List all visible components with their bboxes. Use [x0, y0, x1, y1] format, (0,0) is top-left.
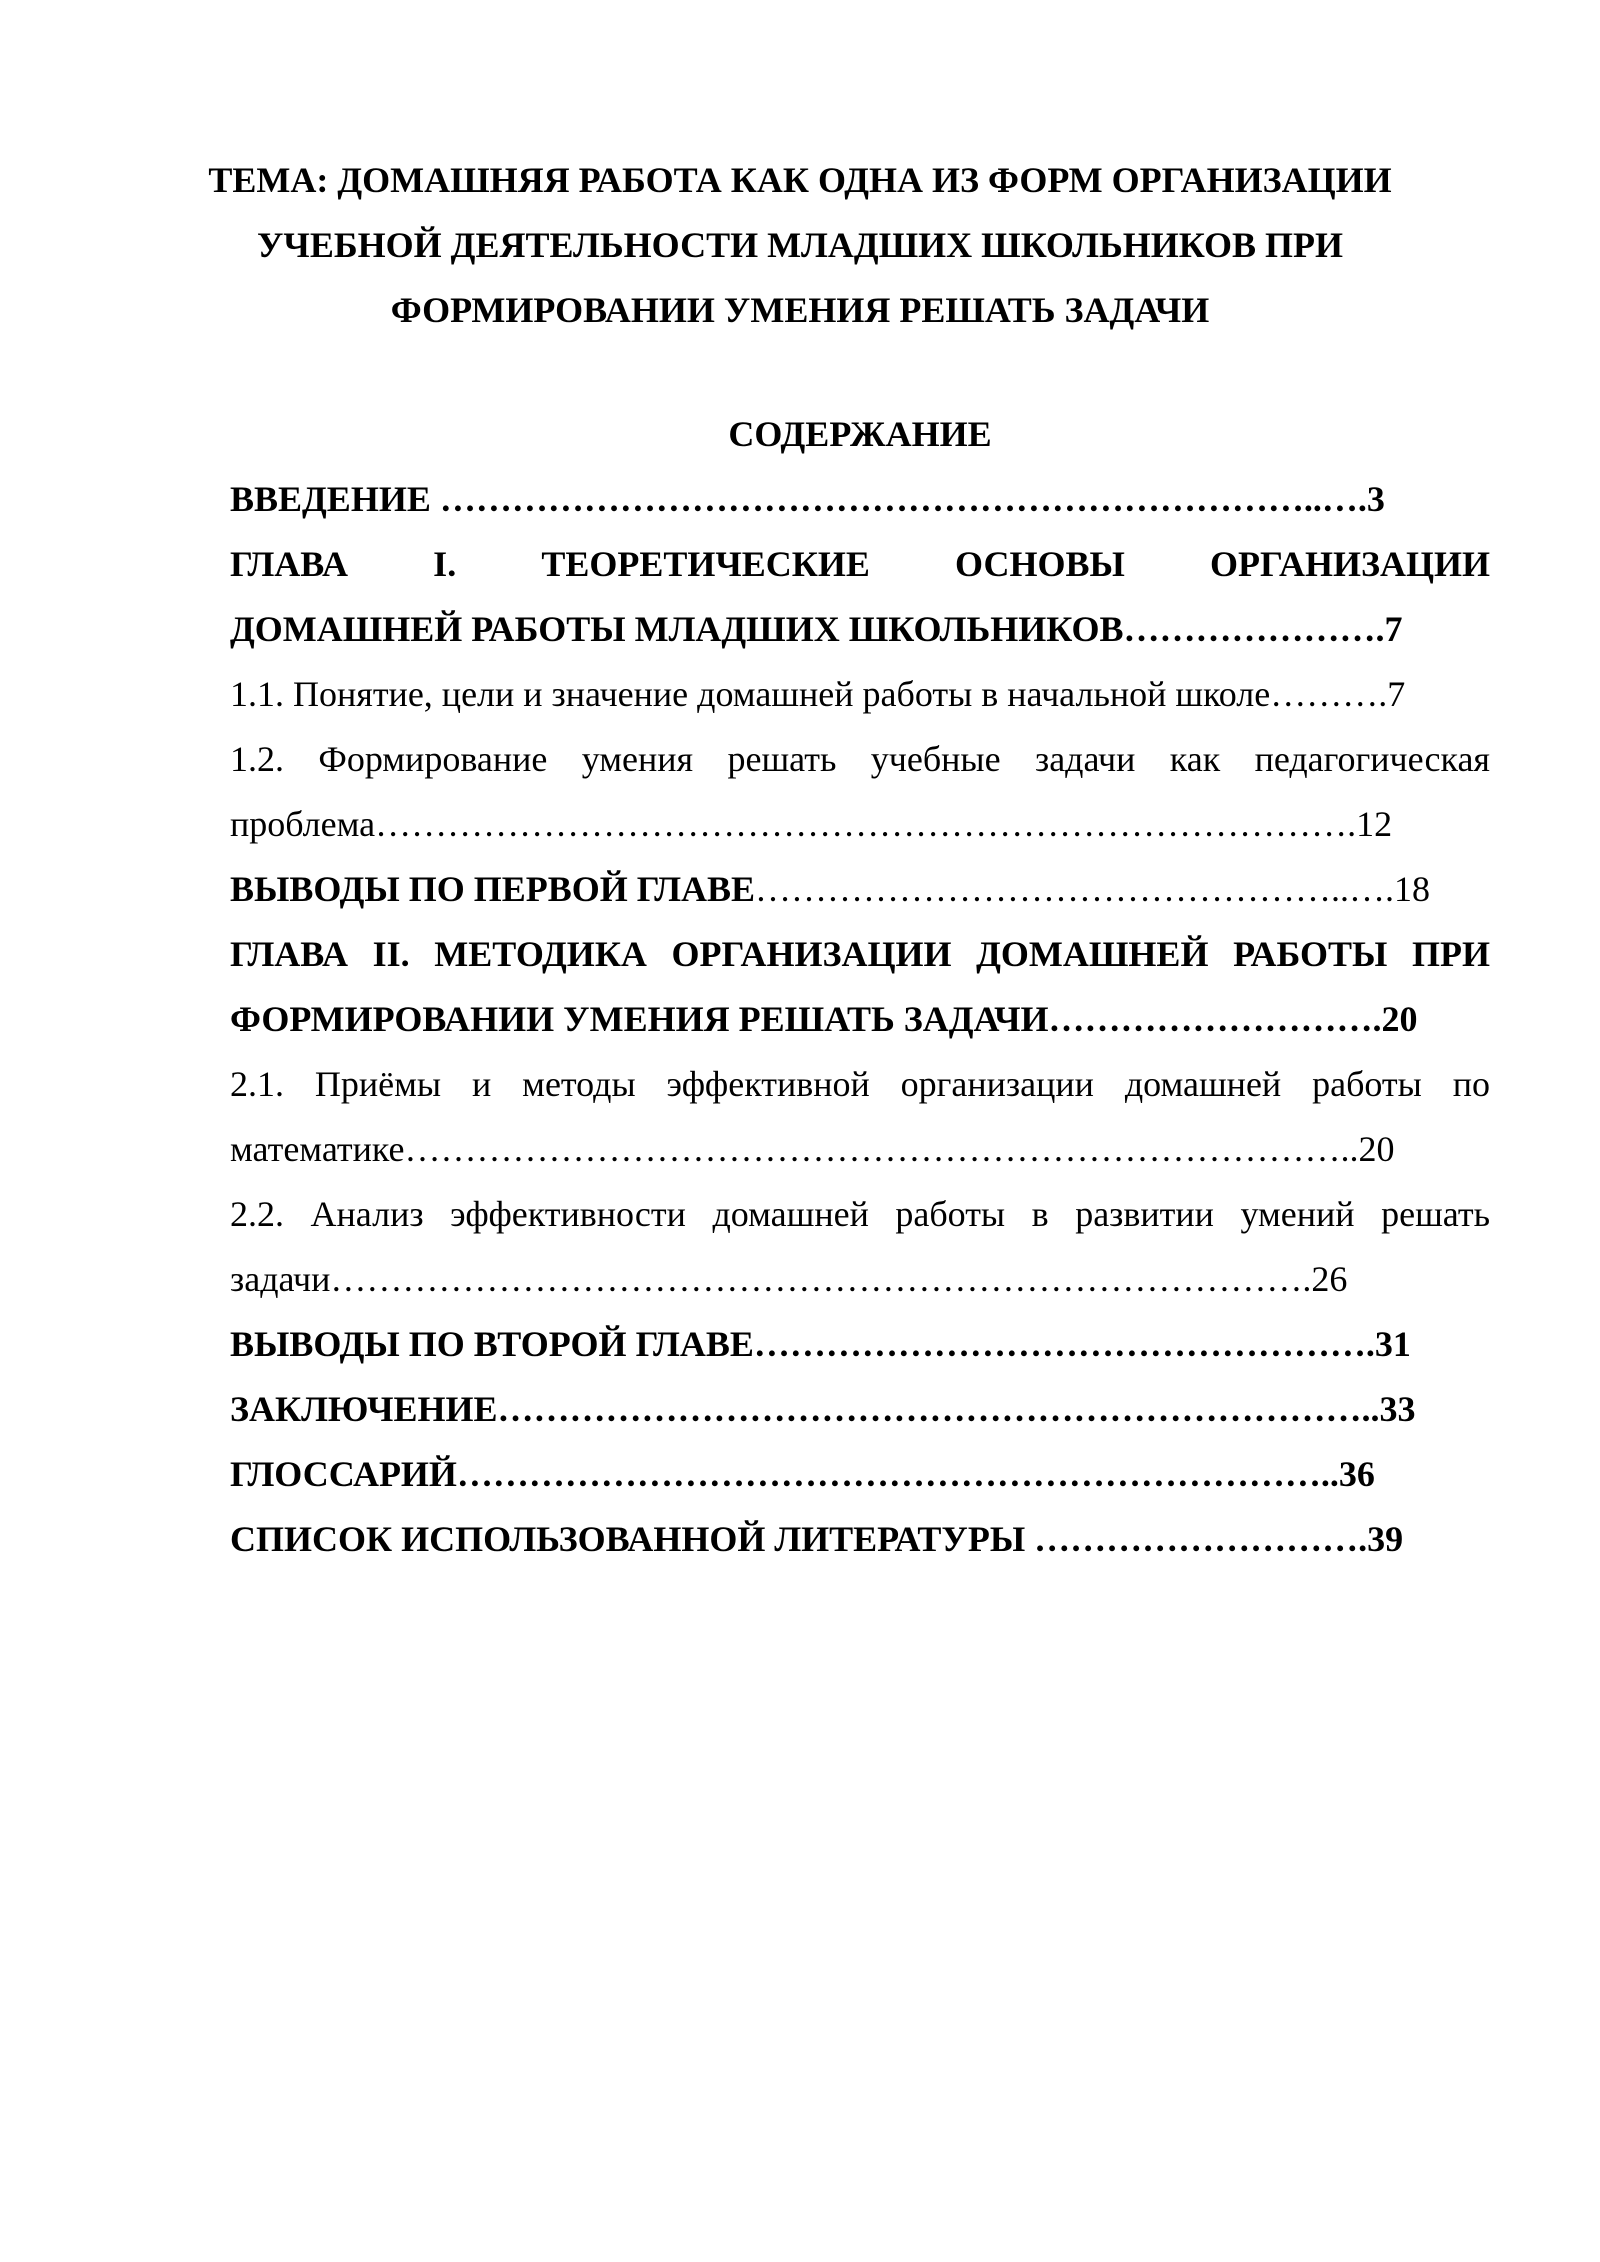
- toc-entry-references: СПИСОК ИСПОЛЬЗОВАННОЙ ЛИТЕРАТУРЫ ……………………….39: [230, 1519, 1404, 1559]
- topic-title-line: ФОРМИРОВАНИИ УМЕНИЯ РЕШАТЬ ЗАДАЧИ: [390, 290, 1210, 330]
- toc-entry-glossary: ГЛОССАРИЙ………………………………………………………………..36: [230, 1454, 1375, 1494]
- toc-entry-introduction: ВВЕДЕНИЕ ………………………………………………………………..….3: [230, 479, 1385, 519]
- topic-title: [200, 148, 1400, 343]
- topic-title-line: УЧЕБНОЙ ДЕЯТЕЛЬНОСТИ МЛАДШИХ ШКОЛЬНИКОВ ПРИ: [257, 225, 1343, 265]
- toc-entry-section-1-2-cont: проблема……………………………………………………………………….12: [230, 804, 1393, 844]
- topic-title-line: ТЕМА: ДОМАШНЯЯ РАБОТА КАК ОДНА ИЗ ФОРМ ОРГАНИЗАЦИИ: [208, 160, 1392, 200]
- toc-entry-conclusions-1-label: ВЫВОДЫ ПО ПЕРВОЙ ГЛАВЕ: [230, 869, 756, 909]
- toc-entry-section-1-1: 1.1. Понятие, цели и значение домашней работы в начальной школе……….7: [230, 674, 1406, 714]
- toc-entry-conclusion: ЗАКЛЮЧЕНИЕ………………………………………………………………..33: [230, 1389, 1416, 1429]
- toc-entry-section-2-1-cont: математике……………………………………………………………………..20: [230, 1129, 1395, 1169]
- toc-entry-conclusions-2: ВЫВОДЫ ПО ВТОРОЙ ГЛАВЕ…………………………………………….31: [230, 1324, 1411, 1364]
- toc-entry-section-2-1: 2.1. Приёмы и методы эффективной организации домашней работы по: [230, 1064, 1490, 1104]
- toc-entry-conclusions-1-page: …………………………………………..….18: [755, 869, 1431, 909]
- toc-entry-chapter-1: ГЛАВА I. ТЕОРЕТИЧЕСКИЕ ОСНОВЫ ОРГАНИЗАЦИИ: [230, 544, 1490, 584]
- toc-entry-section-2-2: 2.2. Анализ эффективности домашней работы в развитии умений решать: [230, 1194, 1490, 1234]
- toc-entry-chapter-2-cont: ФОРМИРОВАНИИ УМЕНИЯ РЕШАТЬ ЗАДАЧИ……………………….20: [230, 999, 1418, 1039]
- toc-entry-section-1-2: 1.2. Формирование умения решать учебные задачи как педагогическая: [230, 739, 1490, 779]
- toc-entry-section-2-2-cont: задачи……………………………………………………………………….26: [230, 1259, 1348, 1299]
- toc-heading: СОДЕРЖАНИЕ: [728, 414, 992, 454]
- toc-entry-chapter-1-cont: ДОМАШНЕЙ РАБОТЫ МЛАДШИХ ШКОЛЬНИКОВ………………….7: [230, 609, 1403, 649]
- toc-entry-chapter-2: ГЛАВА II. МЕТОДИКА ОРГАНИЗАЦИИ ДОМАШНЕЙ РАБОТЫ ПРИ: [230, 934, 1490, 974]
- toc-entry-conclusions-1: [230, 857, 1490, 922]
